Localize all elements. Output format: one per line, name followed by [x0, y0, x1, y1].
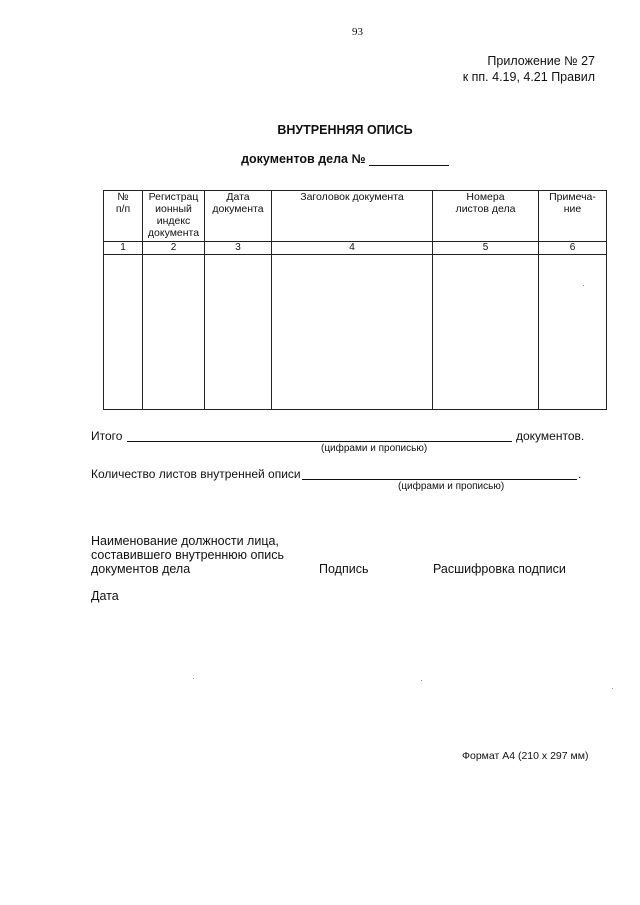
table-header-row [104, 191, 607, 242]
table-cell [143, 255, 205, 410]
column-number: 4 [272, 242, 433, 255]
column-number: 5 [433, 242, 539, 255]
header-cell [539, 191, 607, 242]
document-subtitle [0, 152, 640, 166]
total-blank-line [127, 441, 512, 442]
header-document-date: Дата документа [212, 191, 264, 215]
column-number: 2 [143, 242, 205, 255]
table-cell [433, 255, 539, 410]
total-label: Итого [91, 429, 123, 443]
page-number: 93 [352, 26, 363, 38]
scan-speck [193, 678, 194, 679]
table-cell [104, 255, 143, 410]
subtitle-text: документов дела № [241, 152, 366, 166]
position-line-2: составившего внутреннюю опись [91, 548, 284, 562]
column-number: 3 [205, 242, 272, 255]
table-cell [539, 255, 607, 410]
sheets-suffix: . [578, 467, 582, 481]
signature-decoding-label: Расшифровка подписи [433, 562, 566, 576]
column-number: 1 [104, 242, 143, 255]
sheets-blank-line [302, 479, 577, 480]
total-suffix: документов. [516, 429, 585, 443]
header-document-title: Заголовок документа [300, 191, 404, 203]
position-line-1: Наименование должности лица, [91, 534, 279, 548]
header-cell [272, 191, 433, 242]
sheets-note: (цифрами и прописью) [398, 481, 505, 492]
column-number-row [104, 242, 607, 255]
position-line-3: документов дела [91, 562, 191, 576]
header-registration-index: Регистрац ионный индекс документа [147, 191, 200, 239]
header-note: Примеча- ние [549, 191, 596, 215]
column-number: 6 [539, 242, 607, 255]
header-number: № п/п [115, 191, 131, 215]
total-note: (цифрами и прописью) [321, 443, 428, 454]
appendix-reference: к пп. 4.19, 4.21 Правил [462, 70, 595, 84]
inventory-table [103, 190, 607, 410]
table-row [104, 255, 607, 410]
header-cell [143, 191, 205, 242]
signature-label: Подпись [319, 562, 369, 576]
case-number-blank [369, 165, 449, 166]
scan-speck [421, 680, 422, 681]
scan-speck [583, 285, 584, 286]
header-sheet-numbers: Номера листов дела [455, 191, 516, 215]
header-cell [104, 191, 143, 242]
table-cell [272, 255, 433, 410]
header-cell [205, 191, 272, 242]
document-title: ВНУТРЕННЯЯ ОПИСЬ [277, 123, 413, 137]
date-label: Дата [91, 589, 119, 603]
sheets-label: Количество листов внутренней описи [91, 467, 301, 481]
appendix-number: Приложение № 27 [487, 54, 595, 68]
table-cell [205, 255, 272, 410]
format-footer: Формат А4 (210 х 297 мм) [462, 750, 589, 762]
header-cell [433, 191, 539, 242]
scan-speck [612, 688, 613, 689]
